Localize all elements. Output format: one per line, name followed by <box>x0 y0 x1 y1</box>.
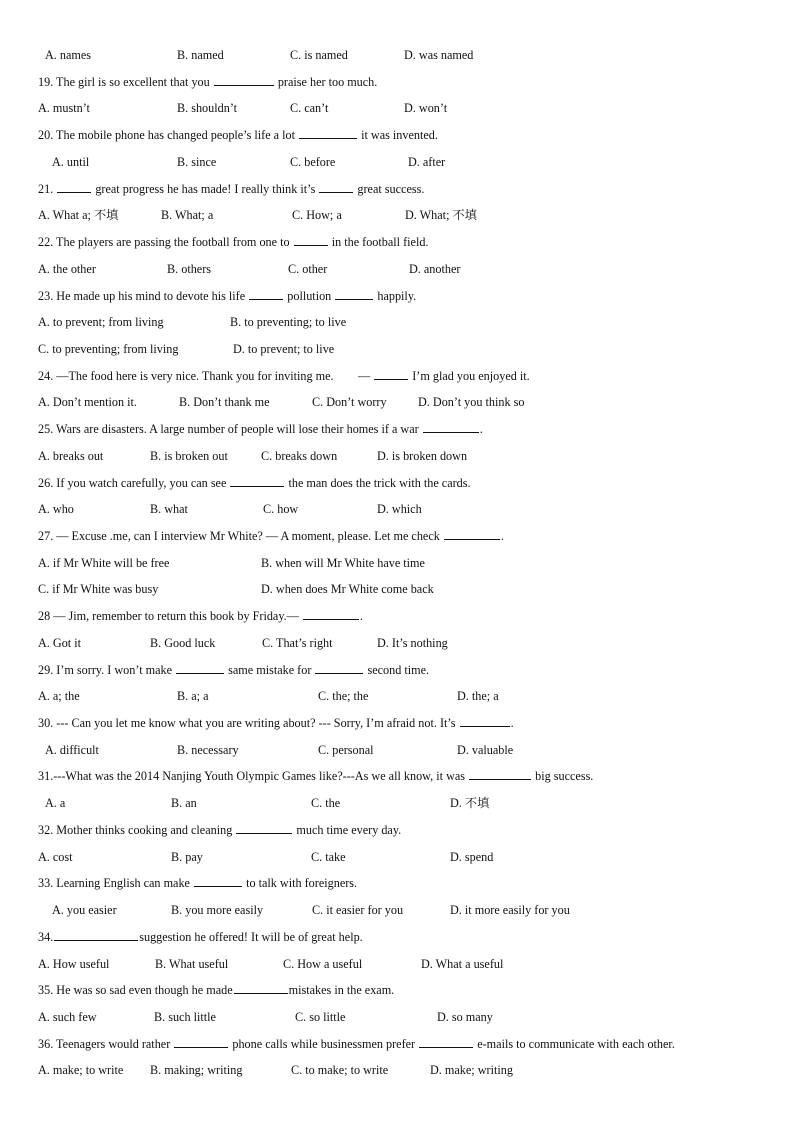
answer-option: D. it more easily for you <box>450 903 570 917</box>
answer-option: C. to preventing; from living <box>38 341 179 356</box>
answer-blank <box>214 73 274 86</box>
answer-option: B. is broken out <box>150 448 228 463</box>
question-stem <box>38 126 438 144</box>
answer-option: D. another <box>409 261 461 276</box>
question-text: great success. <box>354 181 425 196</box>
answer-option: B. What useful <box>155 956 229 971</box>
question-text: it was invented. <box>358 128 438 143</box>
answer-option: B. you more easily <box>171 903 264 917</box>
answer-option: B. since <box>177 154 217 169</box>
answer-option: D. when does Mr White come back <box>261 582 434 597</box>
answer-option: C. That’s right <box>262 635 333 650</box>
question-stem <box>38 714 514 732</box>
question-text: in the football field. <box>328 235 429 249</box>
answer-option: C. breaks down <box>261 448 338 463</box>
answer-blank <box>299 126 357 139</box>
question-stem-row <box>0 527 794 545</box>
question-text: 33. Learning English can make <box>38 876 194 891</box>
question-stem-row <box>0 1035 794 1053</box>
question-text: 20. The mobile phone has changed people’s life a lot <box>38 128 299 143</box>
question-stem <box>38 420 483 438</box>
answer-option: D. is broken down <box>377 448 468 463</box>
answer-blank <box>249 287 283 300</box>
question-stem-row <box>0 607 794 625</box>
answer-option: B. an <box>171 796 197 811</box>
question-text: 23. He made up his mind to devote his life <box>38 288 249 303</box>
answer-option: A. mustn’t <box>38 101 90 116</box>
question-stem <box>38 661 429 679</box>
answer-option: A. if Mr White will be free <box>38 555 170 570</box>
question-text: much time every day. <box>293 822 402 837</box>
answer-option: A. a <box>45 796 66 811</box>
question-stem-row <box>0 474 794 492</box>
question-text: 25. Wars are disasters. A large number of people will lose their homes if a war <box>38 422 422 437</box>
answer-option: D. make; writing <box>430 1063 513 1078</box>
answer-blank <box>419 1035 473 1048</box>
question-stem <box>38 821 401 839</box>
question-text: same mistake for <box>225 662 315 677</box>
question-stem <box>38 527 504 545</box>
question-stem-row <box>0 367 794 385</box>
answer-option: B. named <box>177 48 224 62</box>
answer-option: D. to prevent; to live <box>233 341 335 356</box>
answer-option: C. how <box>263 502 299 517</box>
answer-options-row <box>0 901 794 919</box>
question-text: 36. Teenagers would rather <box>38 1036 174 1051</box>
question-text: . <box>500 529 504 543</box>
question-text: suggestion he offered! It will be of great help. <box>139 929 363 944</box>
question-text: 34. <box>38 929 54 944</box>
answer-options-row <box>0 206 794 224</box>
answer-option: C. other <box>288 261 328 276</box>
answer-option: B. Good luck <box>150 635 216 650</box>
question-stem <box>38 981 394 999</box>
answer-blank <box>319 180 353 193</box>
question-stem-row <box>0 874 794 892</box>
answer-options-row <box>0 500 794 518</box>
answer-blank <box>315 661 363 674</box>
answer-option: B. making; writing <box>150 1063 243 1078</box>
answer-option: A. until <box>52 154 90 169</box>
question-stem <box>38 767 593 785</box>
answer-option: A. to prevent; from living <box>38 315 164 330</box>
question-stem <box>38 180 424 198</box>
answer-option: A. the other <box>38 261 96 276</box>
answer-options-row <box>0 46 794 64</box>
answer-option: B. when will Mr White have time <box>261 555 425 570</box>
question-text: 35. He was so sad even though he made <box>38 983 233 998</box>
question-stem <box>38 367 530 385</box>
answer-option: B. a; a <box>177 689 209 704</box>
question-text: 28 — Jim, remember to return this book by Friday.— <box>38 609 302 624</box>
answer-options-row <box>0 955 794 973</box>
answer-option: D. Don’t you think so <box>418 395 525 410</box>
answer-option: C. before <box>290 154 336 169</box>
answer-blank <box>234 981 288 994</box>
answer-blank <box>230 474 284 487</box>
answer-option: D. which <box>377 502 422 517</box>
answer-options-row <box>0 741 794 759</box>
question-text: 21. <box>38 181 57 196</box>
question-stem-row <box>0 661 794 679</box>
question-text: . <box>510 716 514 730</box>
answer-option: C. the <box>311 796 341 811</box>
answer-option: A. you easier <box>52 903 117 917</box>
answer-options-row <box>0 260 794 278</box>
answer-blank <box>176 661 224 674</box>
answer-option: B. to preventing; to live <box>230 315 347 330</box>
question-text: 32. Mother thinks cooking and cleaning <box>38 822 236 837</box>
answer-option: A. What a; 不填 <box>38 208 119 223</box>
answer-option: A. breaks out <box>38 448 104 463</box>
answer-option: B. What; a <box>161 208 214 223</box>
question-stem <box>38 928 363 946</box>
question-text: phone calls while businessmen prefer <box>229 1036 419 1051</box>
question-stem-row <box>0 714 794 732</box>
question-stem <box>38 233 429 251</box>
answer-blank <box>335 287 373 300</box>
answer-blank <box>303 607 359 620</box>
question-text: 27. — Excuse .me, can I interview Mr White? — A moment, please. Let me check <box>38 529 443 543</box>
answer-options-row <box>0 340 794 358</box>
answer-options-row <box>0 393 794 411</box>
question-text: happily. <box>374 288 417 303</box>
question-stem-row <box>0 981 794 999</box>
answer-option: C. if Mr White was busy <box>38 582 159 597</box>
answer-options-row <box>0 580 794 598</box>
question-stem <box>38 874 357 892</box>
answer-blank <box>194 874 242 887</box>
question-text: the man does the trick with the cards. <box>285 475 471 490</box>
answer-option: D. What a useful <box>421 956 504 971</box>
question-text: 19. The girl is so excellent that you <box>38 74 213 89</box>
answer-option: A. such few <box>38 1009 97 1024</box>
answer-option: D. was named <box>404 48 474 62</box>
answer-option: A. difficult <box>45 742 99 757</box>
question-text: . <box>479 422 483 437</box>
answer-options-row <box>0 447 794 465</box>
answer-blank <box>469 767 531 780</box>
answer-options-row <box>0 1008 794 1026</box>
answer-option: A. who <box>38 502 74 517</box>
answer-options-row <box>0 687 794 705</box>
answer-option: B. what <box>150 502 188 517</box>
question-text: e-mails to communicate with each other. <box>474 1036 675 1051</box>
answer-option: C. to make; to write <box>291 1063 389 1078</box>
answer-option: A. Don’t mention it. <box>38 395 137 410</box>
answer-blank <box>236 821 292 834</box>
answer-option: B. shouldn’t <box>177 101 238 116</box>
answer-option: D. won’t <box>404 101 448 116</box>
question-stem <box>38 474 471 492</box>
question-stem <box>38 287 416 305</box>
question-text: great progress he has made! I really think it’s <box>92 181 319 196</box>
answer-option: D. It’s nothing <box>377 635 448 650</box>
answer-options-row <box>0 99 794 117</box>
question-text: second time. <box>364 662 430 677</box>
answer-option: B. others <box>167 261 212 276</box>
answer-option: D. the; a <box>457 689 499 704</box>
answer-options-row <box>0 634 794 652</box>
question-text: I’m glad you enjoyed it. <box>409 368 530 383</box>
question-text: praise her too much. <box>274 74 378 89</box>
answer-option: A. Got it <box>38 635 81 650</box>
question-text: 29. I’m sorry. I won’t make <box>38 662 176 677</box>
answer-blank <box>444 527 500 540</box>
question-text: 26. If you watch carefully, you can see <box>38 475 230 490</box>
answer-option: C. it easier for you <box>312 903 404 917</box>
answer-option: A. a; the <box>38 689 80 704</box>
question-text: 22. The players are passing the football from one to <box>38 235 293 249</box>
question-text: 24. —The food here is very nice. Thank you for inviting me. — <box>38 368 374 383</box>
question-stem-row <box>0 126 794 144</box>
answer-option: C. the; the <box>318 689 369 704</box>
answer-options-row <box>0 153 794 171</box>
answer-option: B. necessary <box>177 742 239 757</box>
question-text: to talk with foreigners. <box>243 876 358 891</box>
question-stem-row <box>0 821 794 839</box>
answer-blank <box>460 714 510 727</box>
question-stem-row <box>0 180 794 198</box>
answer-blank <box>54 928 138 941</box>
answer-option: B. pay <box>171 849 203 864</box>
question-stem <box>38 73 377 91</box>
answer-option: C. take <box>311 849 346 864</box>
answer-option: D. after <box>408 154 446 169</box>
answer-options-row <box>0 1061 794 1079</box>
answer-option: C. How a useful <box>283 956 363 971</box>
answer-option: A. names <box>45 48 92 62</box>
question-text: 31.---What was the 2014 Nanjing Youth Olympic Games like?---As we all know, it was <box>38 769 469 784</box>
answer-option: A. cost <box>38 849 73 864</box>
answer-option: C. can’t <box>290 101 329 116</box>
question-text: 30. --- Can you let me know what you are writing about? --- Sorry, I’m afraid not. It’s <box>38 716 459 730</box>
answer-option: D. spend <box>450 849 494 864</box>
answer-option: D. 不填 <box>450 796 490 811</box>
answer-options-row <box>0 313 794 331</box>
answer-blank <box>423 420 479 433</box>
answer-option: C. personal <box>318 742 374 757</box>
question-stem <box>38 1035 675 1053</box>
question-stem-row <box>0 420 794 438</box>
question-text: pollution <box>284 288 335 303</box>
answer-option: C. so little <box>295 1009 346 1024</box>
question-text: mistakes in the exam. <box>288 983 395 998</box>
answer-blank <box>294 233 328 246</box>
answer-option: A. How useful <box>38 956 110 971</box>
answer-option: A. make; to write <box>38 1063 124 1078</box>
answer-option: B. Don’t thank me <box>179 395 270 410</box>
question-stem-row <box>0 73 794 91</box>
answer-option: C. How; a <box>292 208 342 223</box>
question-stem-row <box>0 928 794 946</box>
answer-option: C. Don’t worry <box>312 395 387 410</box>
answer-option: D. What; 不填 <box>405 208 477 223</box>
answer-option: C. is named <box>290 48 348 62</box>
answer-options-row <box>0 554 794 572</box>
answer-options-row <box>0 848 794 866</box>
answer-blank <box>57 180 91 193</box>
question-text: . <box>359 609 363 624</box>
answer-option: D. so many <box>437 1009 493 1024</box>
question-stem-row <box>0 233 794 251</box>
answer-blank <box>174 1035 228 1048</box>
answer-options-row <box>0 794 794 812</box>
answer-blank <box>374 367 408 380</box>
question-text: big success. <box>532 769 594 784</box>
answer-option: B. such little <box>154 1009 216 1024</box>
question-stem <box>38 607 363 625</box>
answer-option: D. valuable <box>457 742 514 757</box>
question-stem-row <box>0 767 794 785</box>
question-stem-row <box>0 287 794 305</box>
